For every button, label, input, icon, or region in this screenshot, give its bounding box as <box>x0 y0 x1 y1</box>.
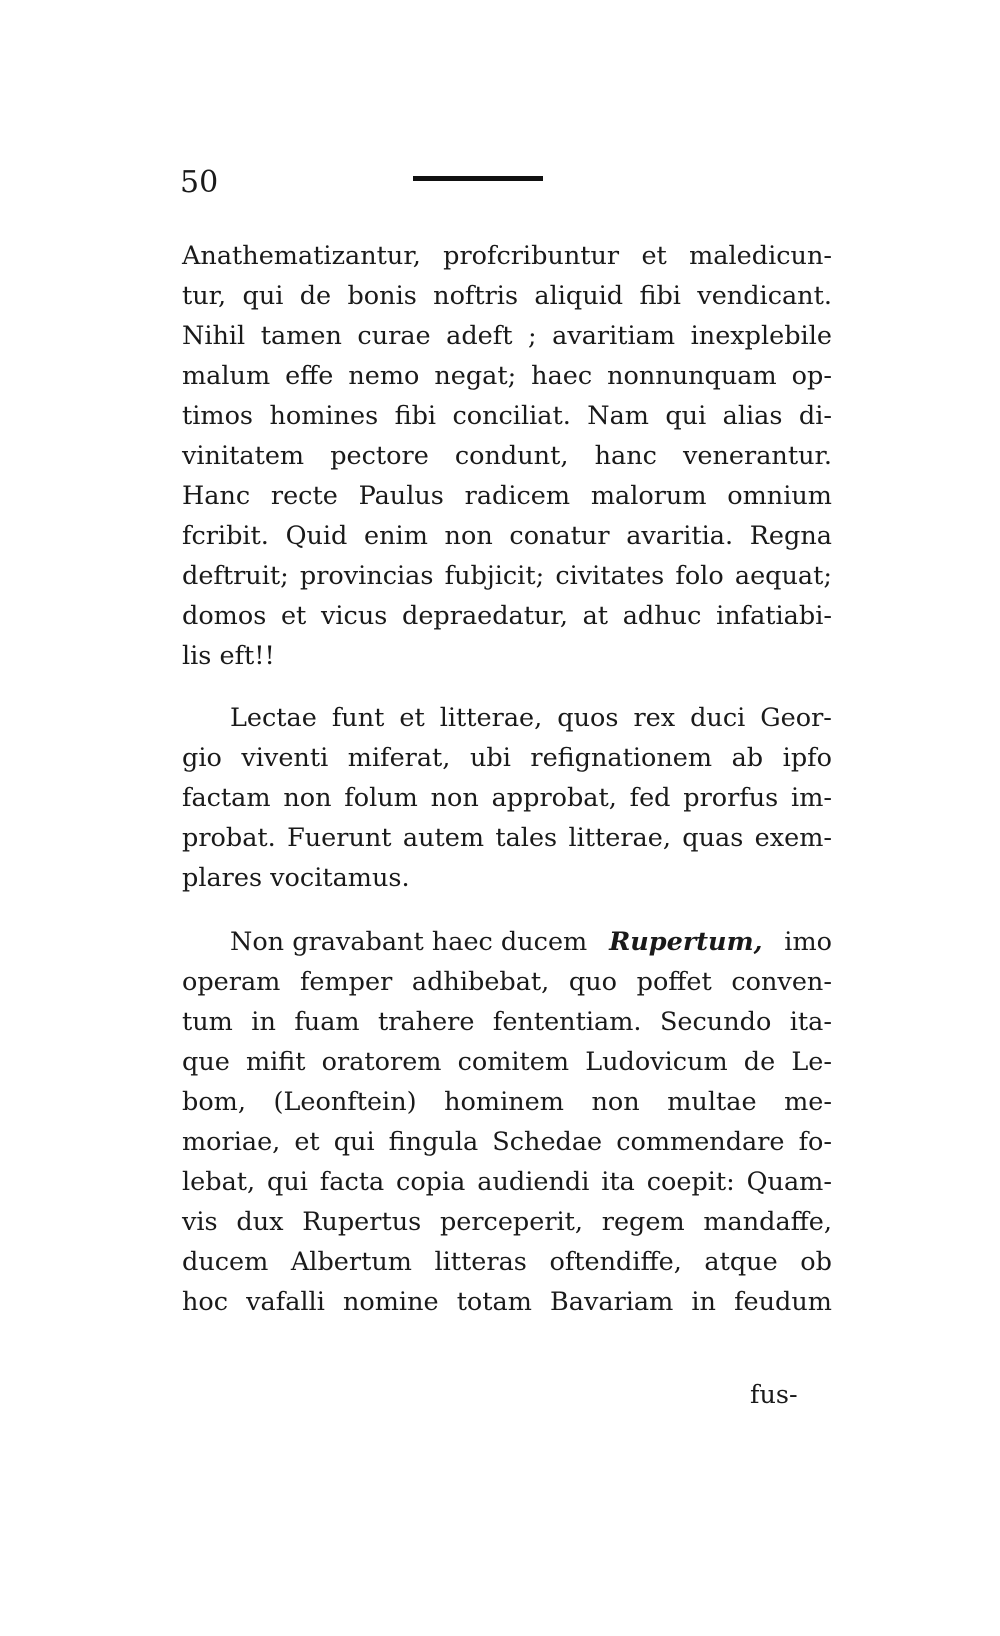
text-line: tum in fuam trahere fententiam. Secundo ita- <box>182 1007 832 1037</box>
header-rule <box>413 176 543 181</box>
text-segment: imo <box>784 927 832 957</box>
text-line: que mifit oratorem comitem Ludovicum de Le- <box>182 1047 832 1077</box>
text-line: Anathematizantur, profcribuntur et maledicun- <box>182 241 832 271</box>
text-line: probat. Fuerunt autem tales litterae, quas exem- <box>182 823 832 853</box>
text-line: domos et vicus depraedatur, at adhuc infatiabi- <box>182 601 832 631</box>
text-line: Hanc recte Paulus radicem malorum omnium <box>182 481 832 511</box>
text-line: lis eft!! <box>182 641 275 671</box>
text-line-with-name <box>230 922 832 962</box>
text-line: timos homines fibi conciliat. Nam qui alias di- <box>182 401 832 431</box>
text-line: Nihil tamen curae adeft ; avaritiam inexplebile <box>182 321 832 351</box>
catchword: fus- <box>750 1380 798 1410</box>
text-line: fcribit. Quid enim non conatur avaritia. Regna <box>182 521 832 551</box>
text-line: vis dux Rupertus perceperit, regem mandaffe, <box>182 1207 832 1237</box>
emphasized-name: Rupertum, <box>609 927 763 957</box>
text-line: factam non folum non approbat, fed prorfus im- <box>182 783 832 813</box>
text-line: lebat, qui facta copia audiendi ita coepit: Quam- <box>182 1167 832 1197</box>
text-line: moriae, et qui fingula Schedae commendare fo- <box>182 1127 832 1157</box>
text-line: malum effe nemo negat; haec nonnunquam op- <box>182 361 832 391</box>
page-number: 50 <box>180 165 219 200</box>
text-line: ducem Albertum litteras oftendiffe, atque ob <box>182 1247 832 1277</box>
text-line: gio viventi miferat, ubi refignationem ab ipfo <box>182 743 832 773</box>
text-segment: Non gravabant haec ducem <box>230 927 588 957</box>
text-line: bom, (Leonftein) hominem non multae me- <box>182 1087 832 1117</box>
text-line: vinitatem pectore condunt, hanc venerantur. <box>182 441 832 471</box>
text-line: operam femper adhibebat, quo poffet conven- <box>182 967 832 997</box>
text-line: tur, qui de bonis noftris aliquid fibi vendicant. <box>182 281 832 311</box>
text-line: plares vocitamus. <box>182 863 410 893</box>
text-line: Lectae funt et litterae, quos rex duci Geor- <box>230 703 832 733</box>
text-line: deftruit; provincias fubjicit; civitates folo aequat; <box>182 561 832 591</box>
text-line: hoc vafalli nomine totam Bavariam in feudum <box>182 1287 832 1317</box>
